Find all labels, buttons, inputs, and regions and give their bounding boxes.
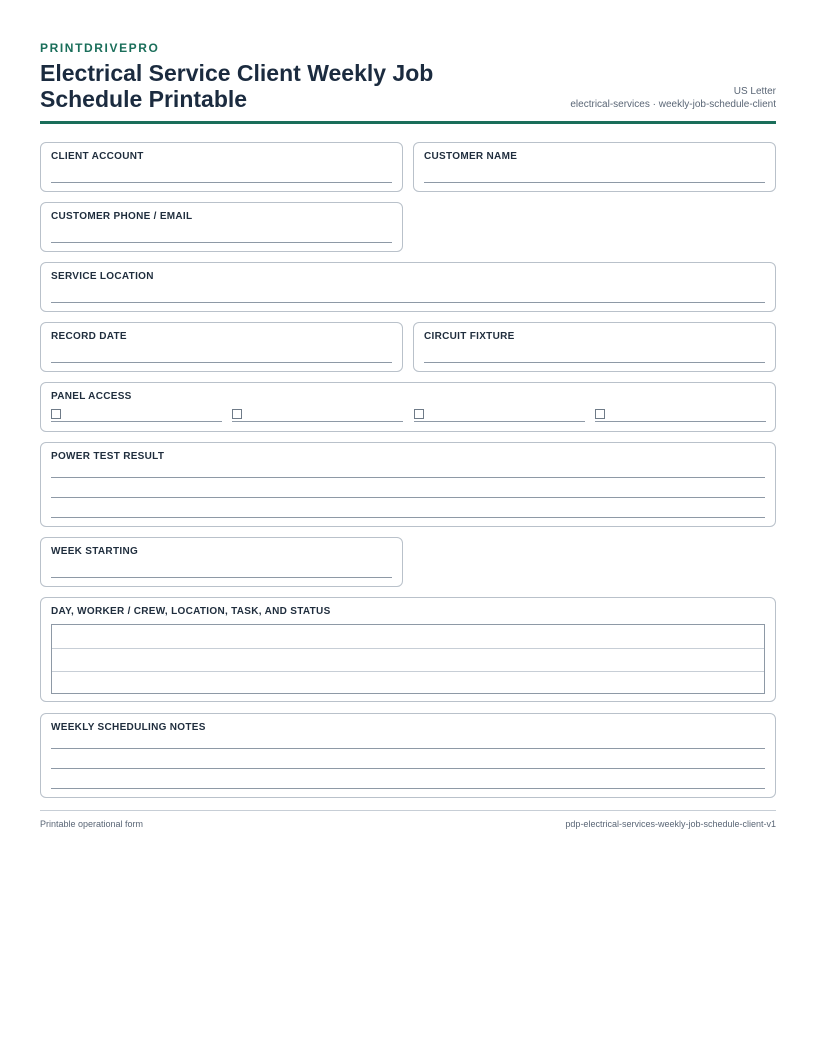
- page-title: Electrical Service Client Weekly Job Schedule Printable: [40, 60, 434, 112]
- customer-contact-field: [40, 202, 403, 252]
- checkbox[interactable]: [414, 409, 424, 419]
- power-test-line-1[interactable]: [51, 477, 765, 478]
- panel-access-field: [40, 382, 776, 432]
- weekly-notes-field: [40, 713, 776, 798]
- option-write-line[interactable]: [232, 421, 403, 422]
- circuit-fixture-input[interactable]: [424, 362, 765, 363]
- power-test-result-label: POWER TEST RESULT: [51, 451, 165, 462]
- weekly-notes-line-3[interactable]: [51, 788, 765, 789]
- power-test-result-field: [40, 442, 776, 527]
- page-meta: [570, 85, 776, 111]
- power-test-line-3[interactable]: [51, 517, 765, 518]
- customer-name-input[interactable]: [424, 182, 765, 183]
- weekly-notes-line-2[interactable]: [51, 768, 765, 769]
- record-date-input[interactable]: [51, 362, 392, 363]
- schedule-table-section: [40, 597, 776, 702]
- footer-form-id: pdp-electrical-services-weekly-job-schedule-client-v1: [565, 819, 776, 829]
- record-date-label: RECORD DATE: [51, 331, 127, 342]
- table-row-divider: [52, 671, 764, 672]
- panel-access-label: PANEL ACCESS: [51, 391, 132, 402]
- week-starting-input[interactable]: [51, 577, 392, 578]
- form-slug: electrical-services · weekly-job-schedule-client: [570, 99, 776, 110]
- client-account-input[interactable]: [51, 182, 392, 183]
- circuit-fixture-field: [413, 322, 776, 372]
- option-write-line[interactable]: [51, 421, 222, 422]
- week-starting-field: [40, 537, 403, 587]
- service-location-input[interactable]: [51, 302, 765, 303]
- client-account-label: CLIENT ACCOUNT: [51, 151, 144, 162]
- schedule-table-label: DAY, WORKER / CREW, LOCATION, TASK, AND STATUS: [51, 606, 331, 617]
- checkbox[interactable]: [51, 409, 61, 419]
- customer-contact-label: CUSTOMER PHONE / EMAIL: [51, 211, 193, 222]
- customer-contact-input[interactable]: [51, 242, 392, 243]
- paper-size: US Letter: [733, 86, 776, 97]
- weekly-notes-line-1[interactable]: [51, 748, 765, 749]
- customer-name-label: CUSTOMER NAME: [424, 151, 518, 162]
- brand-name: PRINTDRIVEPRO: [40, 41, 160, 55]
- footer-rule: [40, 810, 776, 811]
- service-location-field: [40, 262, 776, 312]
- checkbox[interactable]: [232, 409, 242, 419]
- option-write-line[interactable]: [414, 421, 585, 422]
- weekly-notes-label: WEEKLY SCHEDULING NOTES: [51, 722, 206, 733]
- record-date-field: [40, 322, 403, 372]
- circuit-fixture-label: CIRCUIT FIXTURE: [424, 331, 515, 342]
- client-account-field: [40, 142, 403, 192]
- option-write-line[interactable]: [595, 421, 766, 422]
- customer-name-field: [413, 142, 776, 192]
- table-row-divider: [52, 648, 764, 649]
- footer-left-text: Printable operational form: [40, 819, 144, 829]
- header-rule: [40, 121, 776, 124]
- schedule-table[interactable]: [51, 624, 765, 694]
- service-location-label: SERVICE LOCATION: [51, 271, 154, 282]
- power-test-line-2[interactable]: [51, 497, 765, 498]
- checkbox[interactable]: [595, 409, 605, 419]
- week-starting-label: WEEK STARTING: [51, 546, 139, 557]
